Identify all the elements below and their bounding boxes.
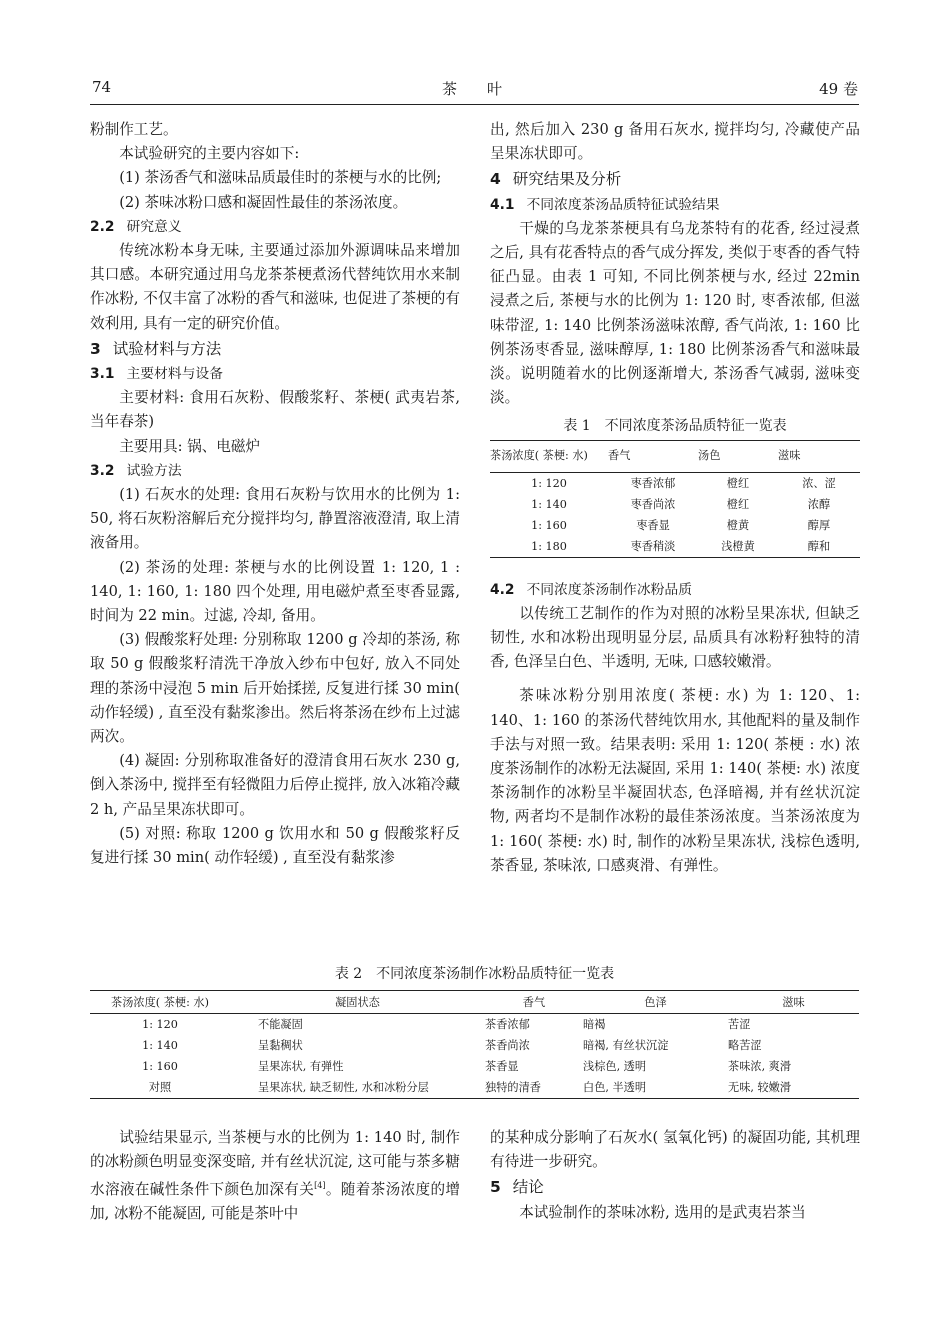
table-cell: 1: 120 <box>531 476 567 490</box>
section-number: 3 <box>90 339 101 358</box>
section-heading-4-2 <box>490 578 860 602</box>
paragraph <box>90 1126 460 1227</box>
table-cell: 1: 120 <box>142 1018 178 1031</box>
paragraph: 茶味冰粉分别用浓度( 茶梗: 水) 为 1: 120、1: 140、1: 160 的茶汤代替纯饮用水, 其他配料的量及制作手法与对照一致。结果表明: 采用 1: 120( 茶梗 : 水) 浓度茶汤制作的冰粉无法凝固, 采用 1: 140( 茶梗: 水) 浓度茶汤制作的冰粉呈半凝固状态, 色泽暗褐, 并有丝状沉淀物, 两者均不是制作冰粉的最佳茶汤浓度。当茶汤浓度为 1: 160( 茶梗: 水) 时, 制作的冰粉呈果冻状, 浅棕色透明, 茶香显, 茶味浓, 口感爽滑、有弹性。 <box>490 687 860 874</box>
paragraph: 本试验制作的茶味冰粉, 选用的是武夷岩茶当 <box>519 1203 806 1221</box>
section-title: 不同浓度茶汤品质特征试验结果 <box>526 196 720 213</box>
table-cell: 枣香稍淡 <box>608 536 698 558</box>
section-heading-4-1 <box>490 193 860 217</box>
table-cell: 茶香尚浓 <box>485 1039 530 1052</box>
table-cell: 枣香显 <box>636 518 670 532</box>
table-row <box>90 1077 859 1099</box>
table-cell: 呈果冻状, 缺乏韧性, 水和冰粉分层 <box>230 1077 485 1099</box>
table-cell: 枣香浓郁 <box>630 476 676 490</box>
table-cell: 白色, 半透明 <box>583 1077 728 1099</box>
section-number: 5 <box>490 1178 501 1197</box>
table-cell: 茶香显 <box>485 1060 519 1073</box>
paragraph-text: 。随着茶汤浓度的增加, 冰粉不能凝固, 可能是茶叶中 <box>90 1181 460 1223</box>
table-cell: 橙黄 <box>726 518 750 532</box>
section-number: 4.1 <box>490 196 515 213</box>
section-number: 3.1 <box>90 366 115 383</box>
section-title: 主要材料与设备 <box>126 366 224 383</box>
table1 <box>490 440 860 557</box>
volume-label: 49 卷 <box>819 80 858 98</box>
paragraph: 出, 然后加入 230 g 备用石灰水, 搅拌均匀, 冷藏使产品呈果冻状即可。 <box>490 121 860 163</box>
left-column <box>90 118 460 870</box>
paragraph: 以传统工艺制作的作为对照的冰粉呈果冻状, 但缺乏韧性, 水和冰粉出现明显分层, 品质具有冰粉籽独特的清香, 色泽呈白色、半透明, 无味, 口感较嫩滑。 <box>490 604 860 671</box>
table-cell: 略苦涩 <box>728 1039 762 1052</box>
citation-ref: [4] <box>314 1181 326 1191</box>
table-row <box>90 1014 859 1036</box>
section-title: 研究结果及分析 <box>512 170 622 189</box>
table-row <box>490 472 860 494</box>
table-cell: 醇和 <box>778 536 860 558</box>
table-header: 茶汤浓度( 茶梗: 水) <box>90 991 230 1014</box>
table-row <box>90 1035 859 1056</box>
section-heading-2-2 <box>90 215 460 239</box>
table-cell: 浓、涩 <box>802 476 836 490</box>
paragraph: 干燥的乌龙茶茶梗具有乌龙茶特有的花香, 经过浸煮之后, 具有花香特点的香气成分挥发, 类似于枣香的香气特征凸显。由表 1 可知, 不同比例茶梗与水, 经过 22min 浸煮之后, 茶梗与水的比例为 1: 120 时, 枣香浓郁, 但滋味带涩, 1: 140 比例茶汤滋味浓醇, 香气尚浓, 1: 160 比例茶汤枣香显, 滋味醇厚, 1: 180 比例茶汤香气和滋味最淡。说明随着水的比例逐渐增大, 茶汤香气减弱, 滋味变淡。 <box>490 219 860 407</box>
section-title: 试验方法 <box>126 462 182 479</box>
bottom-left-column <box>90 1126 460 1227</box>
paragraph: 主要用具: 锅、电磁炉 <box>119 437 261 455</box>
table-cell: 橙红 <box>726 476 750 490</box>
section-title: 试验材料与方法 <box>112 339 222 358</box>
table-cell: 不能凝固 <box>258 1018 303 1031</box>
table-cell: 对照 <box>90 1077 230 1099</box>
header-rule <box>90 104 859 105</box>
table-cell: 无味, 较嫩滑 <box>728 1077 859 1099</box>
table2 <box>90 990 859 1099</box>
table-cell: 1: 140 <box>531 497 567 511</box>
table-header: 香气 <box>608 441 698 472</box>
table-header: 汤色 <box>698 441 778 472</box>
table-cell: 1: 140 <box>142 1039 178 1052</box>
table-row <box>490 536 860 558</box>
paragraph: (3) 假酸浆籽处理: 分别称取 1200 g 冷却的茶汤, 称取 50 g 假酸浆籽清洗干净放入纱布中包好, 放入不同处理的茶汤中浸泡 5 min 后开始揉搓, 反复进行揉 30 min( 动作轻缓) , 直至没有黏浆渗出。然后将茶汤在纱布上过滤两次。 <box>90 631 460 746</box>
table-cell: 枣香尚浓 <box>630 497 676 511</box>
table-row <box>490 515 860 536</box>
table-header: 香气 <box>485 991 583 1014</box>
table-header: 滋味 <box>778 441 860 472</box>
bottom-right-column <box>490 1126 860 1225</box>
paragraph: 粉制作工艺。 <box>90 121 178 138</box>
table-header: 凝固状态 <box>230 991 485 1014</box>
table-cell: 暗褐, 有丝状沉淀 <box>583 1039 669 1052</box>
table-cell: 暗褐 <box>583 1018 606 1031</box>
table-cell: 浅棕色, 透明 <box>583 1060 647 1073</box>
paragraph: (5) 对照: 称取 1200 g 饮用水和 50 g 假酸浆籽反复进行揉 30 min( 动作轻缓) , 直至没有黏浆渗 <box>90 824 460 867</box>
section-number: 4 <box>490 170 501 189</box>
table-cell: 1: 160 <box>142 1060 178 1073</box>
table-header: 滋味 <box>728 991 859 1014</box>
section-title: 不同浓度茶汤制作冰粉品质 <box>526 581 693 598</box>
right-column <box>490 118 860 878</box>
table-cell: 独特的清香 <box>485 1077 583 1099</box>
table-cell: 醇厚 <box>807 518 831 532</box>
section-number: 2.2 <box>90 218 115 235</box>
paragraph: 主要材料: 食用石灰粉、假酸浆籽、茶梗( 武夷岩茶, 当年春茶) <box>90 389 460 431</box>
table-cell: 1: 160 <box>531 518 567 532</box>
section-number: 3.2 <box>90 462 115 479</box>
paragraph: 传统冰粉本身无味, 主要通过添加外源调味品来增加其口感。本研究通过用乌龙茶茶梗煮汤代替纯饮用水来制作冰粉, 不仅丰富了冰粉的香气和滋味, 也促进了茶梗的有效利用, 具有一定的研究价值。 <box>90 242 460 332</box>
journal-name: 茶 叶 <box>442 80 503 98</box>
table-cell: 1: 180 <box>490 536 608 558</box>
table-cell: 苦涩 <box>728 1018 751 1031</box>
table-cell: 橙红 <box>726 497 750 511</box>
table-cell: 呈果冻状, 有弹性 <box>258 1060 344 1073</box>
table-row <box>90 1056 859 1077</box>
paragraph: (1) 茶汤香气和滋味品质最佳时的茶梗与水的比例; <box>119 169 442 187</box>
paragraph-text: 试验结果显示, 当茶梗与水的比例为 1: 140 时, 制作的冰粉颜色明显变深变暗, 并有丝状沉淀, 这可能与茶多糖水溶液在碱性条件下颜色加深有关 <box>90 1129 460 1199</box>
table-header-row <box>90 991 859 1014</box>
section-title: 结论 <box>512 1178 544 1197</box>
section-heading-3-1 <box>90 362 460 386</box>
table-header: 茶汤浓度( 茶梗: 水) <box>490 441 608 472</box>
table-row <box>490 494 860 515</box>
paragraph: (2) 茶汤的处理: 茶梗与水的比例设置 1: 120, 1 : 140, 1: 160, 1: 180 四个处理, 用电磁炉煮至枣香显露, 时间为 22 min。过滤, 冷却, 备用。 <box>90 558 460 625</box>
section-heading-5 <box>490 1175 860 1199</box>
paragraph: (2) 茶味冰粉口感和凝固性最佳的茶汤浓度。 <box>119 193 408 211</box>
table-cell: 茶味浓, 爽滑 <box>728 1060 792 1073</box>
section-title: 研究意义 <box>126 218 182 235</box>
table2-caption: 表 2 不同浓度茶汤制作冰粉品质特征一览表 <box>334 966 615 982</box>
paragraph: (4) 凝固: 分别称取准备好的澄清食用石灰水 230 g, 倒入茶汤中, 搅拌至有轻微阻力后停止搅拌, 放入冰箱冷藏 2 h, 产品呈果冻状即可。 <box>90 752 460 818</box>
section-heading-4 <box>490 167 860 191</box>
table1-caption: 表 1 不同浓度茶汤品质特征一览表 <box>563 418 787 435</box>
table-cell: 茶香浓郁 <box>485 1018 530 1031</box>
table-cell: 浅橙黄 <box>698 536 778 558</box>
table-cell: 浓醇 <box>807 497 831 511</box>
table-header: 色泽 <box>583 991 728 1014</box>
paragraph: (1) 石灰水的处理: 食用石灰粉与饮用水的比例为 1: 50, 将石灰粉溶解后充分搅拌均匀, 静置溶液澄清, 取上清液备用。 <box>90 486 460 552</box>
section-heading-3 <box>90 337 460 361</box>
section-number: 4.2 <box>490 581 515 598</box>
paragraph: 本试验研究的主要内容如下: <box>119 145 300 163</box>
table-header-row <box>490 441 860 472</box>
section-heading-3-2 <box>90 459 460 483</box>
table-cell: 呈黏稠状 <box>258 1039 303 1052</box>
paragraph: 的某种成分影响了石灰水( 氢氧化钙) 的凝固功能, 其机理有待进一步研究。 <box>490 1129 860 1171</box>
page-number: 74 <box>92 78 112 96</box>
